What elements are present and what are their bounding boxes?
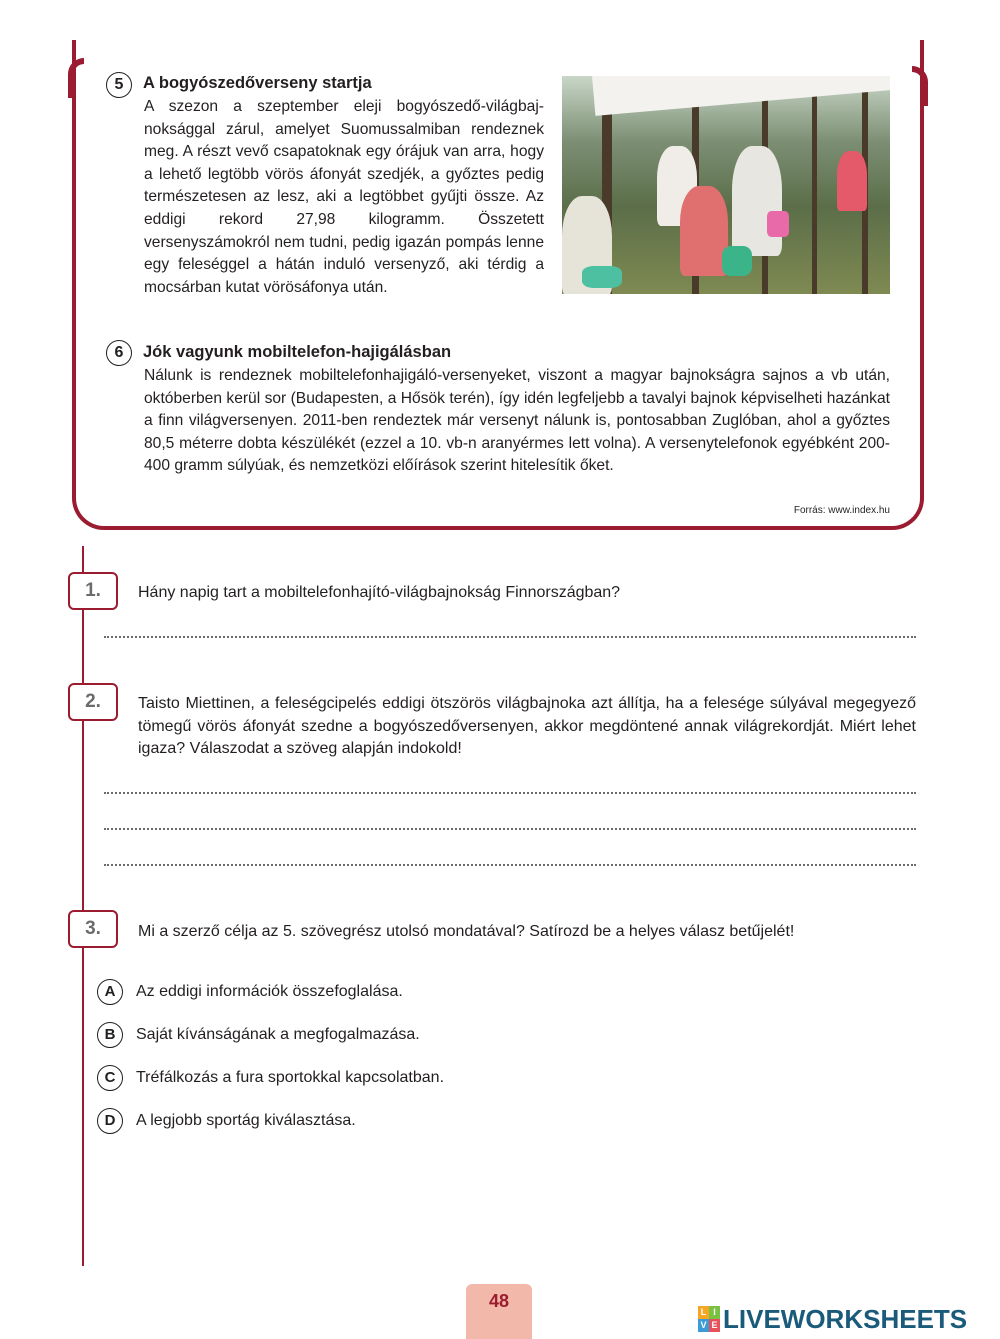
section-title-5: A bogyószedőverseny startja bbox=[143, 74, 372, 92]
option-b-text: Saját kívánságának a megfogalmazása. bbox=[136, 1026, 420, 1043]
question-margin-line bbox=[82, 546, 84, 1266]
photo-bucket bbox=[722, 246, 752, 276]
section-number-6: 6 bbox=[106, 340, 132, 366]
answer-line[interactable] bbox=[104, 636, 916, 638]
answer-line[interactable] bbox=[104, 828, 916, 830]
article-box-corner-left bbox=[68, 58, 84, 98]
question-badge-1: 1. bbox=[68, 572, 118, 610]
section-title-6: Jók vagyunk mobiltelefon-hajigálásban bbox=[143, 343, 452, 361]
question-badge-2: 2. bbox=[68, 683, 118, 721]
photo-banner bbox=[592, 76, 890, 116]
option-c-text: Tréfálkozás a fura sportokkal kapcsolatban. bbox=[136, 1069, 445, 1086]
option-a-text: Az eddigi információk összefoglalása. bbox=[136, 983, 403, 1000]
question-text-1: Hány napig tart a mobiltelefonhajító-világbajnokság Finnországban? bbox=[138, 584, 621, 601]
option-d-text: A legjobb sportág kiválasztása. bbox=[136, 1112, 356, 1129]
answer-line[interactable] bbox=[104, 864, 916, 866]
answer-line[interactable] bbox=[104, 792, 916, 794]
photo-bucket bbox=[767, 211, 789, 237]
race-start-photo bbox=[562, 76, 890, 294]
option-d-circle[interactable]: D bbox=[97, 1108, 123, 1134]
live-logo-icon bbox=[698, 1306, 720, 1332]
article-box-corner-right bbox=[912, 66, 928, 106]
question-badge-3: 3. bbox=[68, 910, 118, 948]
liveworksheets-logo bbox=[698, 1304, 967, 1334]
option-b-circle[interactable]: B bbox=[97, 1022, 123, 1048]
option-c-circle[interactable]: C bbox=[97, 1065, 123, 1091]
section-text-6: Nálunk is rendeznek mobiltelefonhajigáló-versenyeket, viszont a magyar bajnokságra sajnos a vb után, októberben kerül sor (Budapesten, a Hősök terén), így idén legfeljebb a tavalyi bajnok képviselheti hazánkat a finn világversenyen. 2011-ben rendeztek már versenyt nálunk is, pontosabban Zuglóban, ahol a győztes 80,5 méterre dobta készülékét (ezzel a 10. vb-n aranyérmes lett volna). A versenytelefonok egyébként 200-400 gramm súlyúak, és nemzetközi előírások szerint hitelesítik őket. bbox=[144, 367, 890, 475]
option-a-circle[interactable]: A bbox=[97, 979, 123, 1005]
logo-letter: E bbox=[709, 1319, 720, 1332]
logo-letter: I bbox=[709, 1306, 720, 1319]
photo-runner bbox=[680, 186, 728, 276]
section-number-5: 5 bbox=[106, 72, 132, 98]
source-credit: Forrás: www.index.hu bbox=[793, 505, 890, 516]
question-text-3: Mi a szerző célja az 5. szövegrész utolsó mondatával? Satírozd be a helyes válasz betűjelét! bbox=[138, 923, 795, 940]
photo-tree bbox=[812, 76, 817, 294]
photo-runner bbox=[732, 146, 782, 256]
photo-runner bbox=[837, 151, 867, 211]
photo-bucket bbox=[582, 266, 622, 288]
question-text-2: Taisto Miettinen, a feleségcipelés eddigi ötszörös világbajnoka azt állítja, ha a felesége súlyával megegyező tömegű vörös áfonyát szedne a bogyószedőversenyen, akkor megdöntené annak világrekordját. Miért lehet igaza? Válaszodat a szöveg alapján indokold! bbox=[138, 695, 916, 757]
logo-letter: V bbox=[698, 1319, 709, 1332]
page-number: 48 bbox=[466, 1284, 532, 1339]
logo-brand-text: LIVEWORKSHEETS bbox=[723, 1303, 968, 1334]
logo-letter: L bbox=[698, 1306, 709, 1319]
section-text-5: A szezon a szeptember eleji bogyószedő-világbajnoksággal zárul, amelyet Suomussalmiban rendeznek meg. A részt vevő csapatoknak egy órájuk van arra, hogy a lehető legtöbb vörös áfonyát szedjék, a győztes pedig természetesen az lesz, aki a legtöbbet gyűjti össze. Az eddigi rekord 27,98 kilogramm. Összetett versenyszámokról nem tudni, pedig igazán pompás lenne egy feleséggel a hátán induló versenyző, aki térdig a mocsárban kutat vörösáfonya után. bbox=[144, 98, 544, 296]
